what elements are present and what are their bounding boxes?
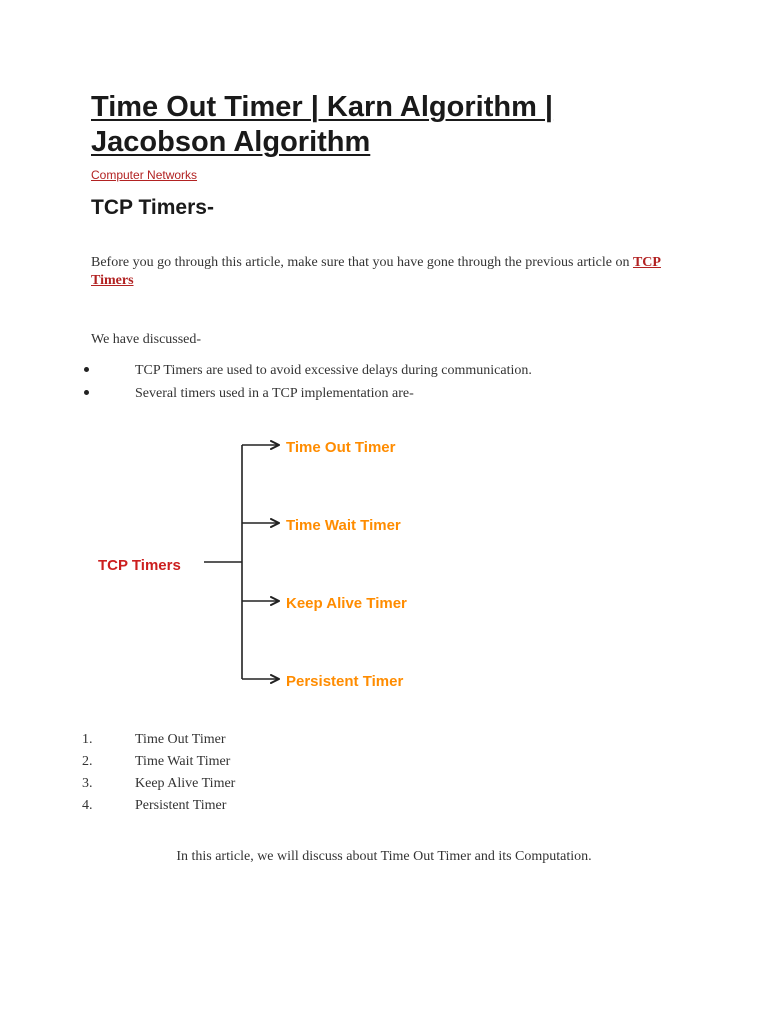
diagram-branch-label: Keep Alive Timer — [286, 595, 407, 612]
category-link[interactable]: Computer Networks — [91, 168, 198, 182]
tcp-timers-link[interactable]: TCP Timers — [91, 255, 661, 288]
intro-text: Before you go through this article, make sure that you have gone through the previous article on — [91, 255, 633, 270]
diagram-branch-label: Time Wait Timer — [286, 517, 401, 534]
section-heading: TCP Timers- — [91, 196, 214, 219]
list-number: 3. — [82, 776, 93, 791]
list-number: 4. — [82, 798, 93, 813]
diagram-branch-label: Time Out Timer — [286, 439, 396, 456]
diagram-root-label: TCP Timers — [98, 557, 181, 574]
intro-paragraph — [91, 254, 671, 290]
list-item-text: Time Out Timer — [135, 732, 226, 747]
bullet-text: Several timers used in a TCP implementation are- — [135, 386, 414, 401]
discussed-label: We have discussed- — [91, 332, 202, 347]
list-item-text: Keep Alive Timer — [135, 776, 236, 791]
list-item-text: Persistent Timer — [135, 798, 227, 813]
tcp-timers-diagram — [80, 425, 460, 705]
bullet-dot-icon — [84, 390, 89, 395]
list-number: 1. — [82, 732, 93, 747]
diagram-branch-label: Persistent Timer — [286, 673, 404, 690]
bullet-dot-icon — [84, 367, 89, 372]
list-item-text: Time Wait Timer — [135, 754, 231, 769]
article-title: Time Out Timer | Karn Algorithm | Jacobson Algorithm — [91, 91, 554, 158]
bullet-text: TCP Timers are used to avoid excessive delays during communication. — [135, 363, 532, 378]
closing-paragraph: In this article, we will discuss about Time Out Timer and its Computation. — [176, 849, 592, 864]
list-number: 2. — [82, 754, 93, 769]
